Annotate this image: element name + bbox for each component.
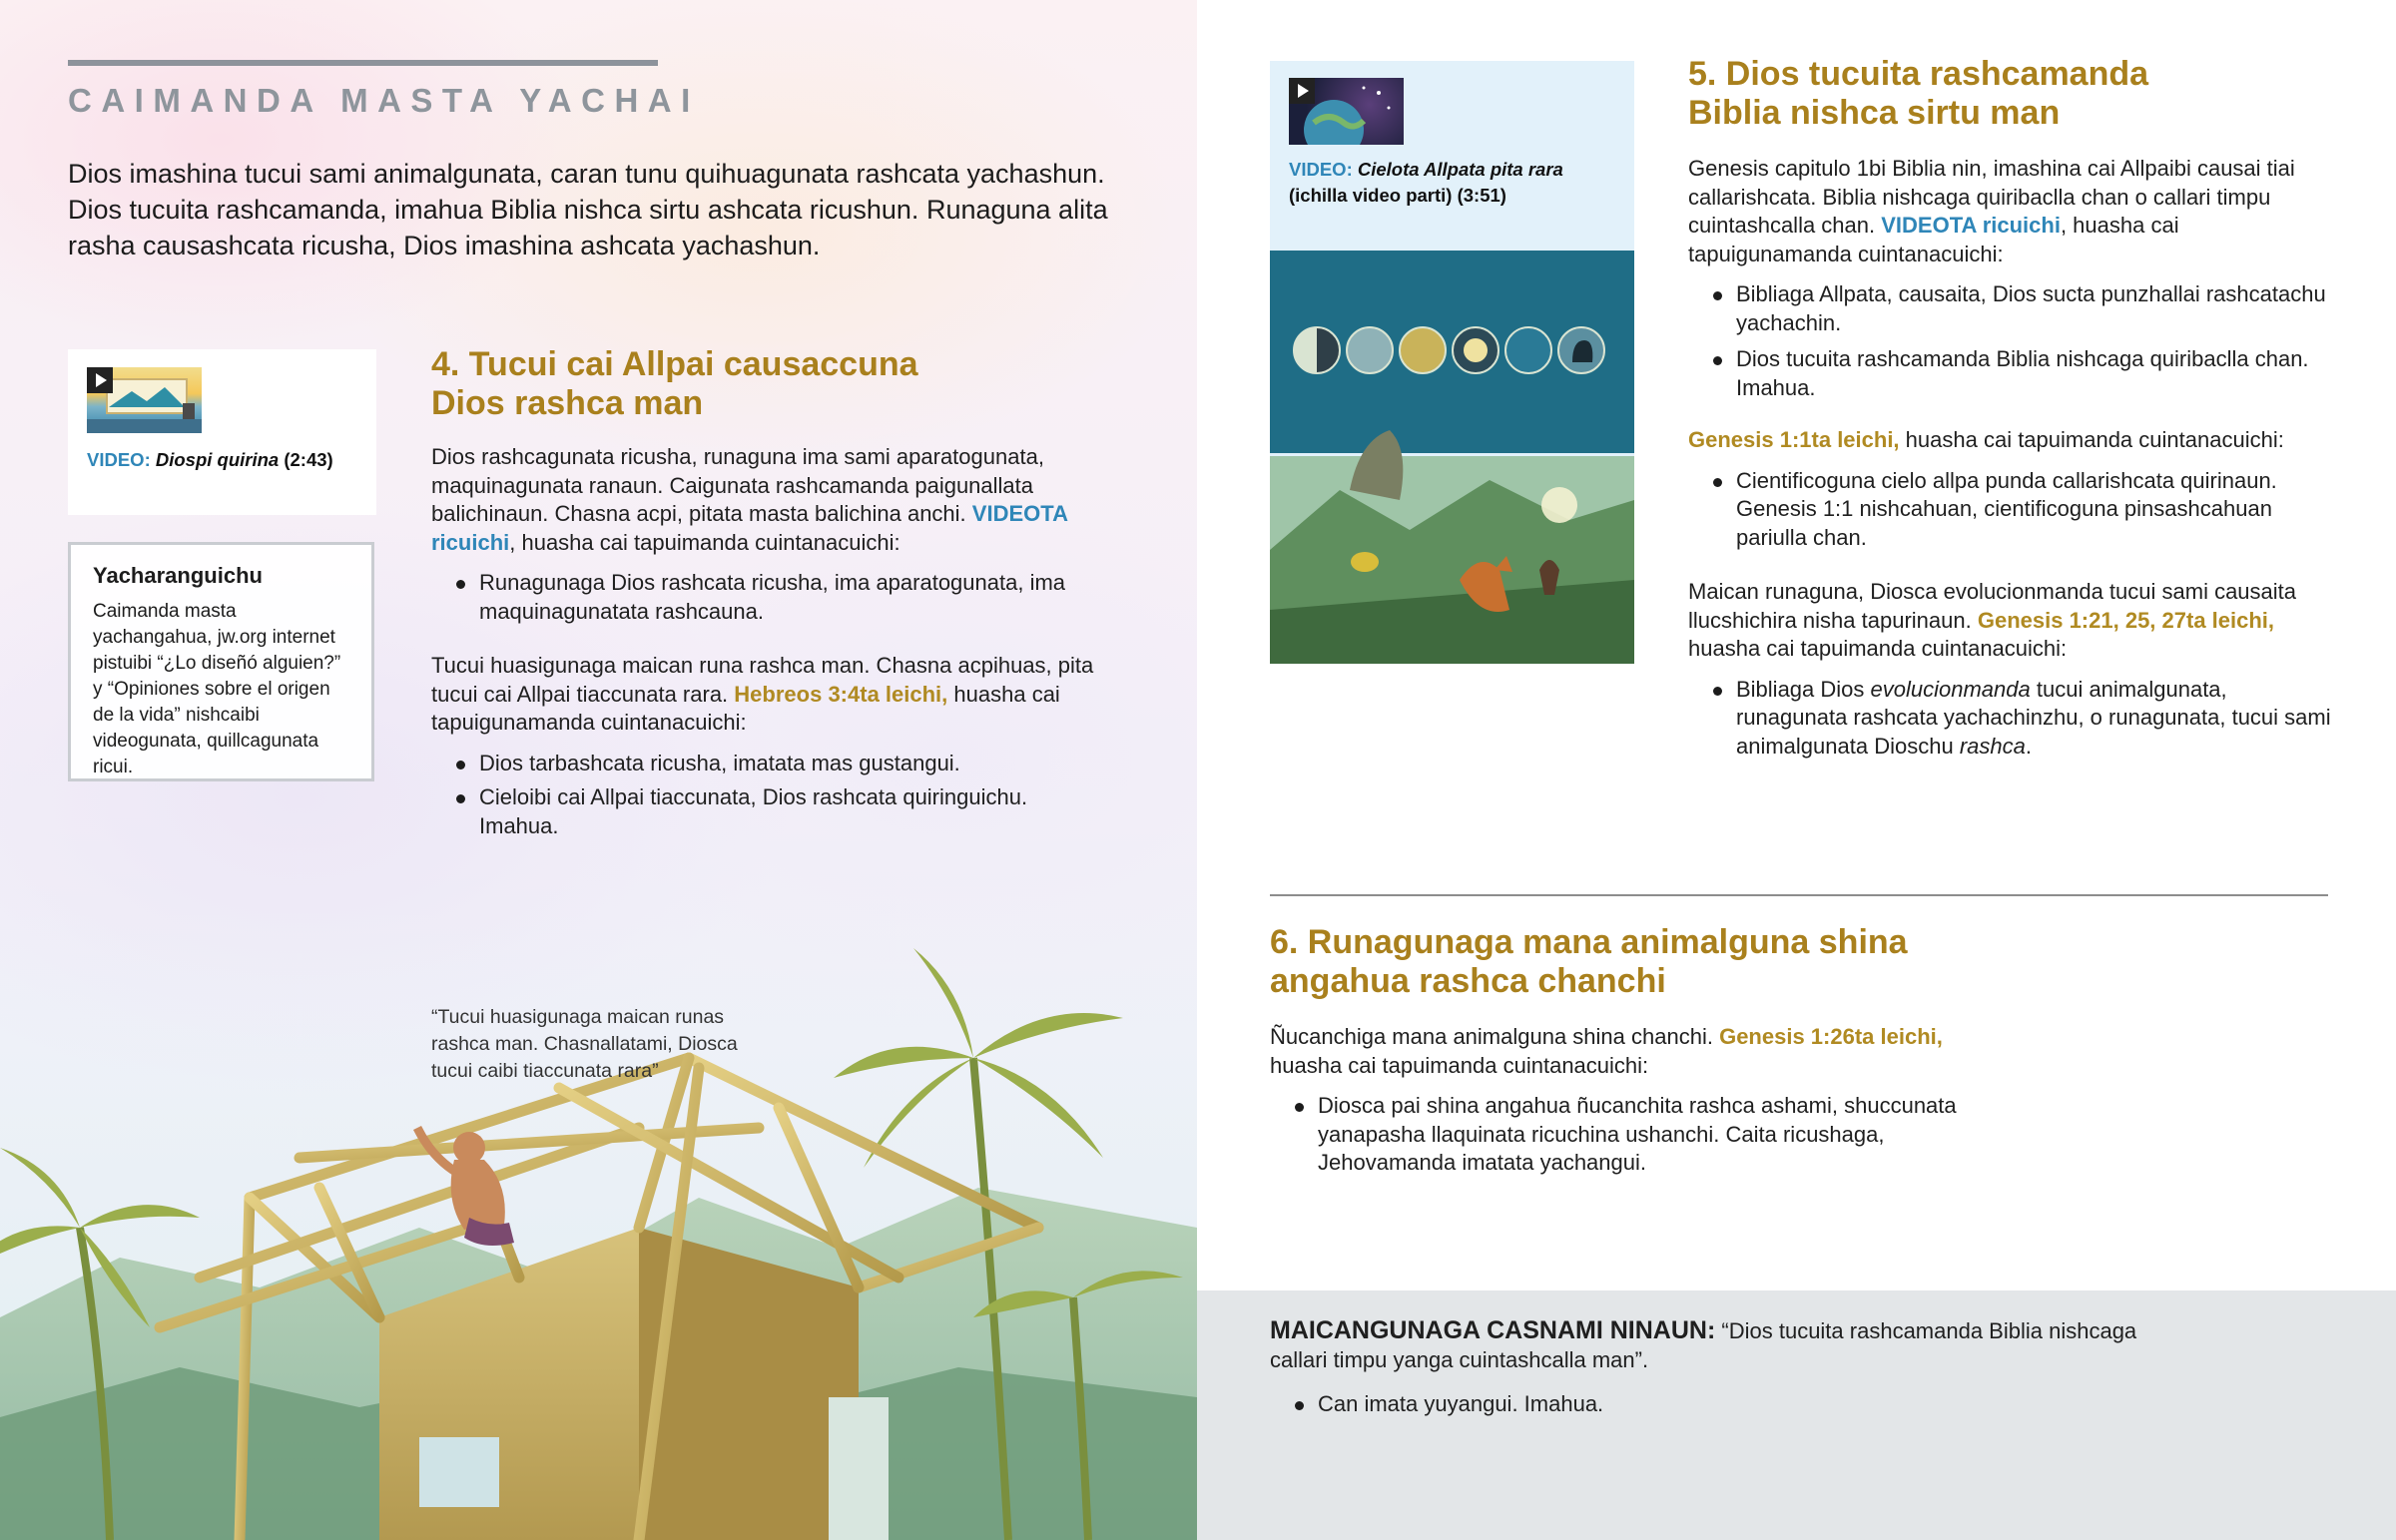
section-divider [1270,894,2328,896]
illustration-caption-quote: “Tucui huasigunaga maican runas rashca man. Chasnallatami, Diosca tucui caibi tiaccunata rara” [431,1006,738,1082]
objection-quote: “Dios tucuita rashcamanda Biblia nishcaga callari timpu yanga cuintashcalla man”. [1270,1318,2137,1372]
list-item: Runagunaga Dios rashcata ricusha, ima aparatogunata, ima maquinagunatata rashcauna. [431,569,1110,626]
play-icon[interactable] [1289,78,1315,104]
section-4-paragraph-2: Tucui huasigunaga maican runa rashca man. Chasna acpihuas, pita tucui cai Allpai tiaccunata rara. Hebreos 3:4ta leichi, huasha cai tapuigunamanda cuintanacuichi: [431,653,1094,735]
video-tag: VIDEO: [87,449,151,470]
list-item: Cientificoguna cielo allpa punda callarishcata quirinaun. Genesis 1:1 nishcahuan, cientificoguna pinsashcahuan pariulla chan. [1688,467,2337,553]
section-4-bullets-1 [431,569,1110,626]
section-4-title: 4. Tucui cai Allpai causaccuna Dios rashca man [431,345,918,422]
top-rule [68,60,658,66]
section-5-paragraph-3: Maican runaguna, Diosca evolucionmanda tucui sami causaita llucshichira nisha tapurinaun. Genesis 1:21, 25, 27ta leichi, huasha cai tapuimanda cuintanacuichi: [1688,579,2297,661]
list-item: Dios tarbashcata ricusha, imatata mas gustangui. [431,750,1110,778]
section-4 [431,345,1110,840]
scripture-link-genesis-1-26[interactable]: Genesis 1:26ta leichi, [1719,1024,1943,1049]
section-5-bullets-1 [1688,280,2337,402]
list-item: Cieloibi cai Allpai tiaccunata, Dios rashcata quiringuichu. Imahua. [431,783,1110,840]
section-5-paragraph-2: Genesis 1:1ta leichi, huasha cai tapuimanda cuintanacuichi: [1688,427,2284,452]
video-thumbnail[interactable] [87,367,202,433]
video-thumbnail[interactable] [1289,78,1404,145]
section-4-bullets-2 [431,750,1110,841]
right-page [1197,0,2396,1540]
scripture-link-hebreos[interactable]: Hebreos 3:4ta leichi, [734,681,948,707]
list-item: Can imata yuyangui. Imahua. [1270,1390,2168,1419]
section-4-paragraph-1: Dios rashcagunata ricusha, runaguna ima sami aparatogunata, maquinagunata ranaun. Caigunata rashcamanda paigunallata balichinaun. Chasna acpi, pitata masta balichina anchi. VIDEOTA ricuichi, huasha cai tapuimanda cuintanacuichi: [431,444,1068,555]
objection-bullets [1270,1390,2168,1419]
section-5-bullets-2 [1688,467,2337,553]
hut-construction-illustration [0,898,1197,1540]
section-6-paragraph-1: Ñucanchiga mana animalguna shina chanchi. Genesis 1:26ta leichi, huasha cai tapuimanda cuintanacuichi: [1270,1024,1943,1078]
video-link[interactable]: VIDEOTA ricuichi [1881,213,2061,238]
video-subtitle: (ichilla video parti) (3:51) [1289,185,1506,206]
objection-box [1197,1290,2396,1540]
section-kicker: CAIMANDA MASTA YACHAI [68,82,700,119]
video-card-cielota-allpata[interactable] [1270,61,1634,664]
section-5-bullets-3 [1688,676,2337,762]
list-item: Diosca pai shina angahua ñucanchita rashca ashami, shuccunata yanapasha llaquinata ricuchina ushanchi. Caita ricushaga, Jehovamanda imatata yachangui. [1270,1092,2009,1178]
objection-label: MAICANGUNAGA CASNAMI NINAUN: [1270,1316,1716,1344]
scripture-link-genesis-1-1[interactable]: Genesis 1:1ta leichi, [1688,427,1900,452]
objection-text [1270,1316,2168,1374]
video-title[interactable]: Diospi quirina [155,449,280,470]
creation-days-illustration [1270,251,1634,664]
left-page [0,0,1197,1540]
video-title[interactable]: Cielota Allpata pita rara [1357,159,1563,180]
scripture-link-genesis-1-21[interactable]: Genesis 1:21, 25, 27ta leichi, [1977,607,2275,633]
section-5-paragraph-1: Genesis capitulo 1bi Biblia nin, imashina cai Allpaibi causai tiai callarishcata. Biblia nishcaga quiribaclla chan o callari timpu cuintashcalla chan. VIDEOTA ricuichi, huasha cai tapuigunamanda cuintanacuichi: [1688,156,2295,266]
section-6-bullets [1270,1092,2009,1178]
video-card-diospi-quirina[interactable] [68,349,376,515]
list-item: Dios tucuita rashcamanda Biblia nishcaga quiribaclla chan. Imahua. [1688,345,2337,402]
video-duration: (2:43) [284,449,333,470]
section-6-title: 6. Runagunaga mana animalguna shina angahua rashca chanchi [1270,923,1908,1000]
sidebar-text: Caimanda masta yachangahua, jw.org internet pistuibi “¿Lo diseñó alguien?” y “Opiniones sobre el origen de la vida” nishcaibi videogunata, quillcagunata ricui. [93,601,341,777]
play-icon[interactable] [87,367,113,393]
sidebar-title: Yacharanguichu [93,563,263,588]
list-item: Bibliaga Dios evolucionmanda tucui animalgunata, runagunata rashcata yachachinzhu, o runagunata, tucui sami animalgunata Dioschu rashca. [1688,676,2337,762]
list-item: Bibliaga Allpata, causaita, Dios sucta punzhallai rashcatachu yachachin. [1688,280,2337,337]
video-link[interactable]: VIDEOTA ricuichi [431,501,1068,555]
intro-paragraph: Dios imashina tucui sami animalgunata, caran tunu quihuagunata rashcata yachashun. Dios tucuita rashcamanda, imahua Biblia nishca sirtu ashcata ricushun. Runaguna alita rasha causashcata ricusha, Dios imashina ashcata yachashun. [68,159,1108,260]
section-5-title: 5. Dios tucuita rashcamanda Biblia nishca sirtu man [1688,55,2149,132]
section-5 [1688,55,2337,761]
info-sidebar-box [68,542,374,781]
section-6 [1270,923,2009,1178]
video-tag: VIDEO: [1289,159,1353,180]
